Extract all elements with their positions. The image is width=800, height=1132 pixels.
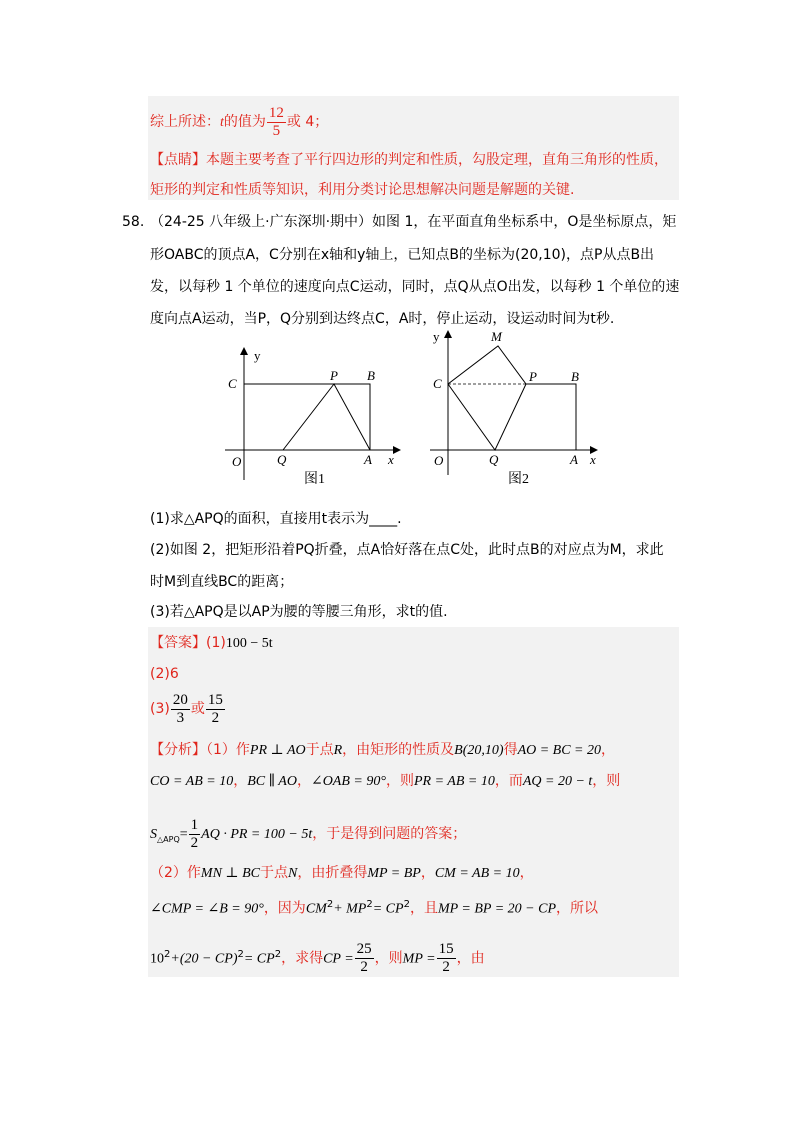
analysis-cp-fraction: $\frac{25}{2}$ [356, 941, 372, 976]
analysis-line-2: CO = AB = 10，BC ∥ AO，∠OAB = 90°，则PR = AB = 10，而AQ = 20 − t，则 [150, 773, 621, 789]
fig2-label-M: M [491, 329, 502, 344]
fig2-label-x: x [590, 452, 596, 467]
answer-frac-2: $\frac{15}{2}$ [207, 691, 223, 726]
problem-line-2: 形OABC的顶点A，C分别在x轴和y轴上，已知点B的坐标为(20,10)，点P从点B出 [150, 247, 655, 263]
fig2-label-A: A [570, 452, 578, 467]
fig2-label-y: y [433, 329, 440, 344]
fig2-rect-part [526, 384, 576, 450]
fig1-label-P: P [330, 368, 338, 383]
fig2-label-B: B [571, 369, 579, 384]
question-1: (1)求△APQ的面积，直接用t表示为____. [150, 511, 402, 527]
question-3: (3)若△APQ是以AP为腰的等腰三角形，求t的值. [150, 604, 448, 620]
question-2b: 时M到直线BC的距离； [150, 574, 294, 590]
analysis-line-1: 【分析】（1）作PR ⊥ AO于点R，由矩形的性质及B(20,10)得AO = BC = 20， [150, 742, 616, 758]
fig1-label-O: O [232, 454, 242, 469]
fig2-label-C: C [433, 376, 442, 391]
fig1-triangle [283, 384, 370, 450]
fig1-label-A: A [364, 452, 372, 467]
answer-block [148, 627, 679, 977]
comment-line-2: 矩形的判定和性质等知识，利用分类讨论思想解决问题是解题的关键. [150, 182, 575, 198]
problem-line-4: 度向点A运动，当P，Q分别到达终点C，A时，停止运动，设运动时间为t秒. [150, 311, 615, 327]
problem-line-1: （24-25 八年级上·广东深圳·期中）如图 1，在平面直角坐标系中，O是坐标原点，矩 [150, 214, 677, 230]
analysis-mp-fraction: $\frac{15}{2}$ [438, 941, 454, 976]
fig1-label-x: x [388, 452, 394, 467]
figure-1 [220, 340, 410, 490]
fig1-label-Q: Q [277, 452, 287, 467]
fig2-label-Q: Q [489, 452, 499, 467]
answer-frac-1: $\frac{20}{3}$ [172, 691, 188, 726]
comment-line-1: 【点睛】本题主要考查了平行四边形的判定和性质，勾股定理，直角三角形的性质， [150, 152, 668, 168]
answer-line-3: (3) $\frac{20}{3}$ 或 $\frac{15}{2}$ [150, 691, 223, 726]
fig2-fold-shape [448, 346, 526, 450]
analysis-line-3: $S_{\triangle APQ}=$ $\frac{1}{2}$ AQ · PR = 100 − 5t，于是得到问题的答案； [150, 816, 467, 851]
fig1-label-y: y [254, 348, 261, 363]
fig2-caption: 图2 [508, 472, 529, 487]
fig2-label-O: O [434, 453, 444, 468]
analysis-line-4: （2）作MN ⊥ BC于点N，由折叠得MP = BP，CM = AB = 10， [150, 865, 534, 881]
fig1-caption: 图1 [304, 472, 325, 487]
fig1-label-C: C [228, 376, 237, 391]
fig1-rectangle [244, 384, 370, 450]
analysis-half-fraction: $\frac{1}{2}$ [190, 816, 199, 851]
problem-line-3: 发，以每秒 1 个单位的速度向点C运动，同时，点Q从点O出发，以每秒 1 个单位的速 [150, 279, 680, 295]
figure-2 [425, 325, 610, 490]
problem-number: 58. [122, 214, 145, 230]
summary-line: 综上所述：t的值为 $\frac{12}{5}$ 或 4； [150, 104, 329, 139]
answer-line-1: 【答案】(1)100 − 5t [150, 635, 273, 651]
fig1-label-B: B [367, 368, 375, 383]
question-2a: (2)如图 2，把矩形沿着PQ折叠，点A恰好落在点C处，此时点B的对应点为M，求此 [150, 542, 664, 558]
fig2-label-P: P [529, 369, 537, 384]
summary-fraction: $\frac{12}{5}$ [268, 104, 284, 139]
answer-line-2: (2)6 [150, 666, 179, 682]
analysis-line-5: ∠CMP = ∠B = 90°，因为$CM^2+ MP^2= CP^2$，且MP = BP = 20 − CP，所以 [150, 899, 598, 917]
analysis-line-6: $10^2+(20 - CP)^2= CP^2$，求得CP = $\frac{25}{2}$ ，则MP = $\frac{15}{2}$ ，由 [150, 941, 485, 976]
